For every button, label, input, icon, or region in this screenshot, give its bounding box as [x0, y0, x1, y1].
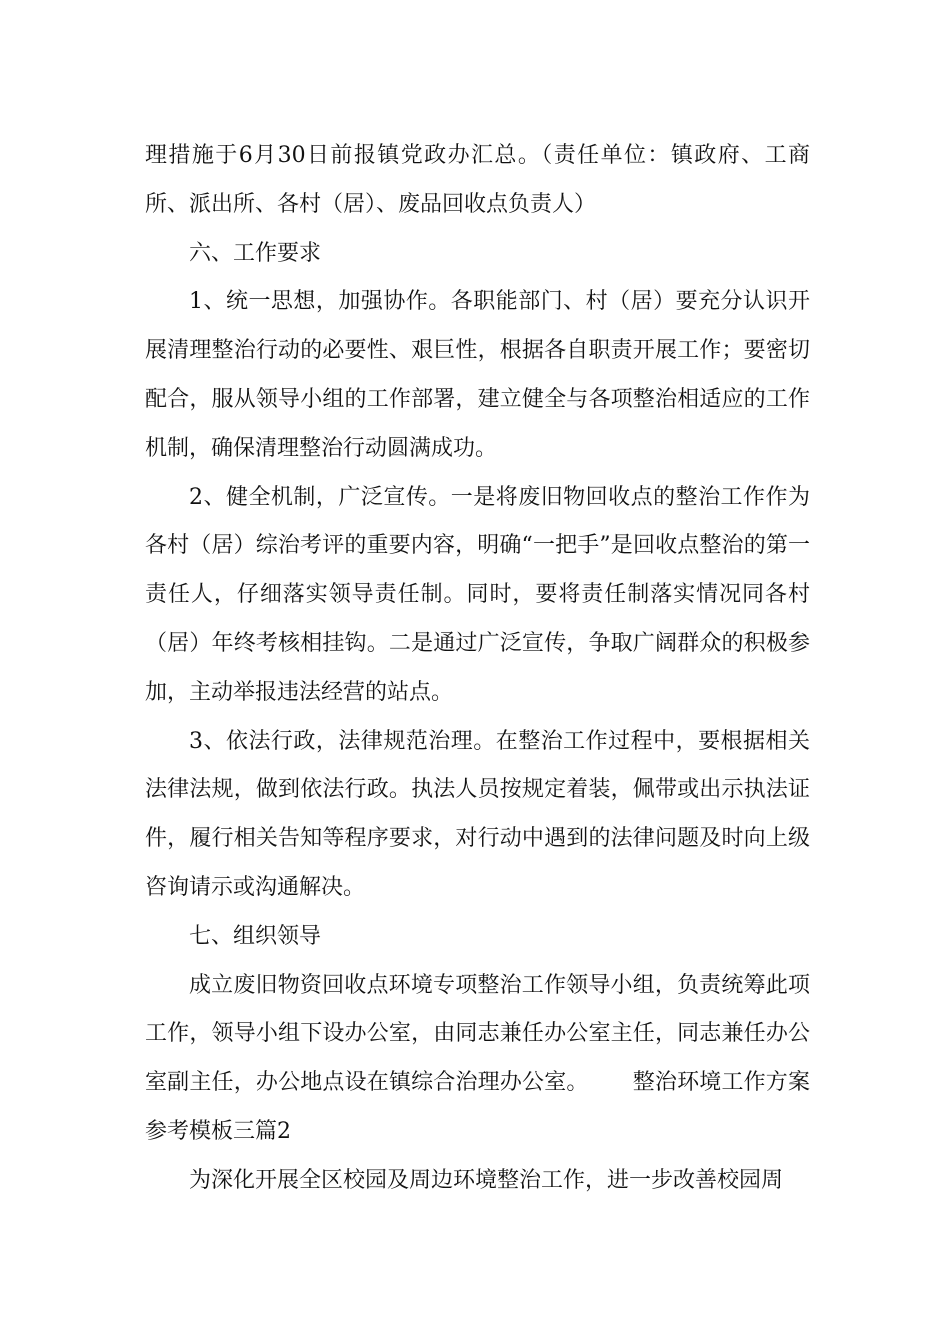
paragraph-intro: 为深化开展全区校园及周边环境整治工作，进一步改善校园周 — [189, 1167, 784, 1193]
document-body — [145, 132, 810, 1206]
paragraph-requirement-3: 3、依法行政，法律规范治理。在整治工作过程中，要根据相关法律法规，做到依法行政。执法人员按规定着装，佩带或出示执法证件，履行相关告知等程序要求，对行动中遇到的法律问题及时向上级咨询请示或沟通解决。 — [145, 728, 810, 900]
leadership-text: 成立废旧物资回收点环境专项整治工作领导小组，负责统筹此项工作，领导小组下设办公室，由同志兼任办公室主任，同志兼任办公室副主任，办公地点设在镇综合治理办公室。 — [145, 972, 810, 1096]
section-heading-leadership: 七、组织领导 — [189, 923, 322, 949]
document-title: 整治环境工作方案参考模板三篇2 — [145, 1070, 810, 1144]
paragraph-1: 理措施于6月30日前报镇党政办汇总。（责任单位：镇政府、工商所、派出所、各村（居）、废品回收点负责人） — [145, 143, 810, 217]
section-heading-requirements: 六、工作要求 — [189, 240, 322, 266]
paragraph-leadership — [145, 962, 810, 1157]
paragraph-requirement-2: 2、健全机制，广泛宣传。一是将废旧物回收点的整治工作作为各村（居）综治考评的重要内容，明确“一把手”是回收点整治的第一责任人，仔细落实领导责任制。同时，要将责任制落实情况同各村（居）年终考核相挂钩。二是通过广泛宣传，争取广阔群众的积极参加，主动举报违法经营的站点。 — [145, 484, 810, 705]
paragraph-requirement-1: 1、统一思想，加强协作。各职能部门、村（居）要充分认识开展清理整治行动的必要性、艰巨性，根据各自职责开展工作；要密切配合，服从领导小组的工作部署，建立健全与各项整治相适应的工作机制，确保清理整治行动圆满成功。 — [145, 289, 810, 461]
